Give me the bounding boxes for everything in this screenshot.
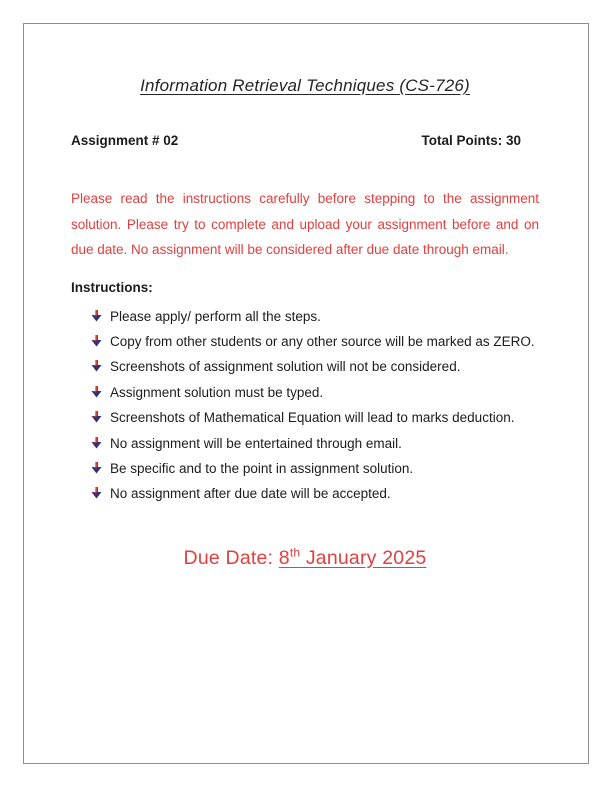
list-item — [91, 405, 539, 430]
colored-down-arrow-bullet-icon — [91, 360, 102, 372]
list-item-text: No assignment after due date will be accepted. — [110, 486, 391, 502]
list-item — [91, 456, 539, 481]
colored-down-arrow-bullet-icon — [91, 462, 102, 474]
colored-down-arrow-bullet-icon — [91, 310, 102, 322]
colored-down-arrow-bullet-icon — [91, 437, 102, 449]
instructions-list — [71, 304, 539, 507]
colored-down-arrow-bullet-icon — [91, 335, 102, 347]
list-item-text: No assignment will be entertained through email. — [110, 435, 402, 451]
list-item — [91, 380, 539, 405]
list-item-text: Assignment solution must be typed. — [110, 384, 324, 400]
due-date-value: 8th January 2025 — [278, 545, 427, 569]
list-item — [91, 304, 539, 329]
due-date-line — [71, 547, 539, 570]
list-item-text: Screenshots of assignment solution will not be considered. — [110, 359, 461, 375]
page-title: Information Retrieval Techniques (CS-726) — [140, 76, 470, 95]
document-content — [71, 24, 539, 570]
colored-down-arrow-bullet-icon — [91, 386, 102, 398]
notice-paragraph: Please read the instructions carefully before stepping to the assignment solution. Please try to complete and upload your assignment before and on due date. No assignment will be considered after due date through email. — [71, 191, 539, 257]
list-item-text: Be specific and to the point in assignment solution. — [110, 460, 414, 476]
colored-down-arrow-bullet-icon — [91, 487, 102, 499]
list-item — [91, 329, 539, 354]
assignment-number-label: Assignment # 02 — [71, 133, 179, 148]
due-date-prefix: Due Date: — [183, 546, 279, 569]
document-page-border — [23, 23, 589, 764]
colored-down-arrow-bullet-icon — [91, 411, 102, 423]
list-item — [91, 430, 539, 455]
list-item — [91, 481, 539, 506]
assignment-meta-row — [71, 133, 539, 148]
list-item-text: Please apply/ perform all the steps. — [110, 308, 321, 324]
total-points-label: Total Points: 30 — [421, 133, 521, 148]
list-item-text: Screenshots of Mathematical Equation will lead to marks deduction. — [110, 410, 515, 426]
instructions-heading: Instructions: — [71, 279, 153, 295]
list-item-text: Copy from other students or any other source will be marked as ZERO. — [110, 334, 535, 350]
list-item — [91, 354, 539, 379]
ordinal-superscript: th — [289, 545, 301, 559]
